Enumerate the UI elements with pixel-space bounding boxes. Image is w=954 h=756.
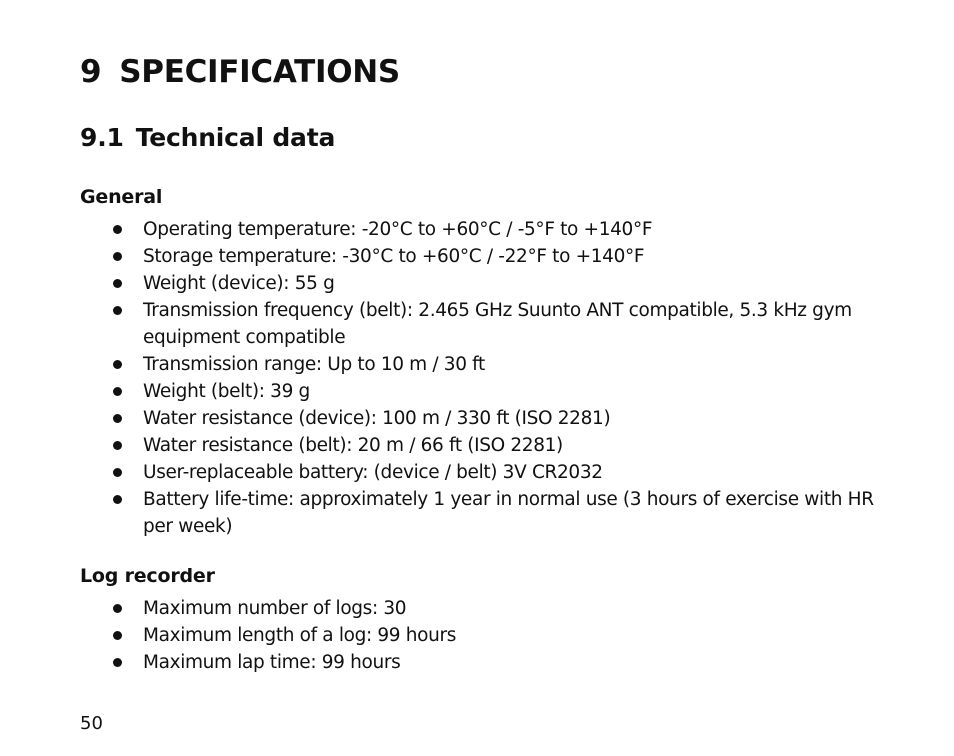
list-item: Weight (belt): 39 g — [80, 378, 900, 405]
general-list — [80, 216, 900, 540]
list-item: Transmission range: Up to 10 m / 30 ft — [80, 351, 900, 378]
chapter-number: 9 — [80, 54, 102, 90]
chapter-heading — [80, 54, 400, 90]
list-item: Operating temperature: -20°C to +60°C / -5°F to +140°F — [80, 216, 900, 243]
page-number: 50 — [80, 713, 103, 734]
list-item: User-replaceable battery: (device / belt) 3V CR2032 — [80, 459, 900, 486]
list-item: Water resistance (device): 100 m / 330 ft (ISO 2281) — [80, 405, 900, 432]
section-title: Technical data — [135, 123, 336, 152]
chapter-title: SPECIFICATIONS — [119, 54, 400, 90]
list-item: Maximum number of logs: 30 — [80, 595, 900, 622]
list-item: Weight (device): 55 g — [80, 270, 900, 297]
list-item: Water resistance (belt): 20 m / 66 ft (ISO 2281) — [80, 432, 900, 459]
list-item: Transmission frequency (belt): 2.465 GHz Suunto ANT compatible, 5.3 kHz gym equipment compatible — [80, 297, 900, 351]
general-heading: General — [80, 186, 163, 208]
list-item: Battery life-time: approximately 1 year in normal use (3 hours of exercise with HR per week) — [80, 486, 900, 540]
list-item: Storage temperature: -30°C to +60°C / -22°F to +140°F — [80, 243, 900, 270]
section-number: 9.1 — [80, 123, 124, 152]
list-item: Maximum length of a log: 99 hours — [80, 622, 900, 649]
log-recorder-heading: Log recorder — [80, 565, 215, 587]
log-recorder-list — [80, 595, 900, 676]
section-heading — [80, 123, 335, 152]
list-item: Maximum lap time: 99 hours — [80, 649, 900, 676]
